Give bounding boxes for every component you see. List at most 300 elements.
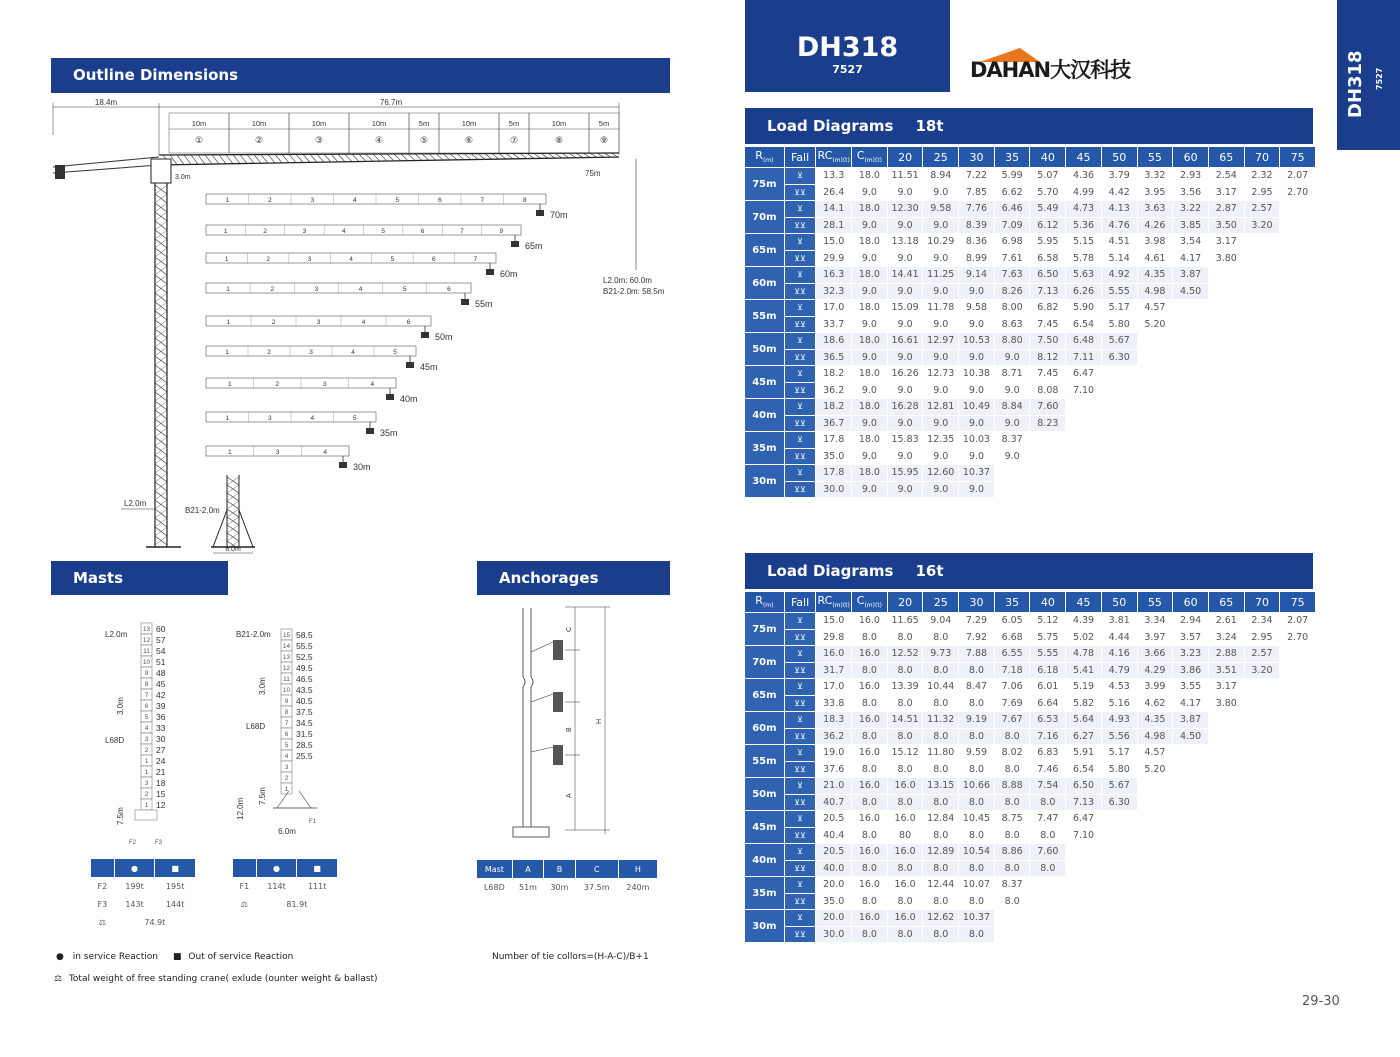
ld-cell: 6.48 xyxy=(1066,333,1101,349)
ld-cell: 6.18 xyxy=(1030,663,1065,679)
ld-cell xyxy=(1280,778,1315,794)
ld-cell xyxy=(1245,366,1280,382)
ld-cell: 5.82 xyxy=(1066,696,1101,712)
four-fall-icon: ⊻⊻ xyxy=(785,894,816,910)
ld-cell: 4.39 xyxy=(1066,613,1101,629)
mini-th xyxy=(91,859,114,877)
left-mast-column xyxy=(135,623,166,820)
ld-cell: 4.44 xyxy=(1102,630,1137,646)
config-seg: 5 xyxy=(381,228,385,235)
anch-th: B xyxy=(544,860,574,878)
ld-cell xyxy=(1173,762,1208,778)
ld-cell xyxy=(1280,663,1315,679)
ld-cell: 3.57 xyxy=(1173,630,1208,646)
ld-cell: 6.98 xyxy=(995,234,1030,250)
anch-label-a: A xyxy=(566,793,573,798)
right-base-1: 7.5m xyxy=(258,787,267,805)
ld-cell: 3.95 xyxy=(1138,185,1173,201)
ld-header: 55 xyxy=(1138,147,1173,167)
ld-cell: 5.49 xyxy=(1030,201,1065,217)
ld-cell: 2.95 xyxy=(1245,630,1280,646)
ld-cell: 16.0 xyxy=(852,778,887,794)
ld-cell: 6.47 xyxy=(1066,366,1101,382)
ld-header: 60 xyxy=(1173,147,1208,167)
ld-cell: 17.8 xyxy=(816,432,851,448)
ld-cell xyxy=(1102,910,1137,926)
dim-jib-total: 76.7m xyxy=(379,98,403,107)
right-mast-seg: 10 xyxy=(282,687,291,694)
weight-icon: ⚖ xyxy=(91,914,114,931)
left-mast-seg: 5 xyxy=(144,714,149,721)
ld-cell: 9.73 xyxy=(923,646,958,662)
config-length: 30m xyxy=(353,462,371,472)
ld-cell: 9.19 xyxy=(959,712,994,728)
ld-cell xyxy=(995,927,1030,943)
ld-cell xyxy=(1280,399,1315,415)
ld-cell xyxy=(1030,449,1065,465)
ld-header: 30 xyxy=(959,147,994,167)
ld-cell: 5.19 xyxy=(1066,679,1101,695)
in-service-label: in service Reaction xyxy=(72,952,158,962)
right-mast-seg: 5 xyxy=(284,742,289,749)
ld-cell xyxy=(1030,894,1065,910)
right-mast-label: B21-2.0m xyxy=(236,630,271,639)
ld-cell: 10.07 xyxy=(959,877,994,893)
ld-cell: 5.15 xyxy=(1066,234,1101,250)
ld-cell: 6.50 xyxy=(1066,778,1101,794)
ld-cell: 7.76 xyxy=(959,201,994,217)
right-mast-height: 58.5 xyxy=(296,630,313,640)
ld-cell: 8.0 xyxy=(1030,861,1065,877)
left-mast-seg: 13 xyxy=(142,626,151,633)
ld-cell xyxy=(1280,416,1315,432)
ld-cell: 8.36 xyxy=(959,234,994,250)
left-mast-seg: 4 xyxy=(144,725,149,732)
ld-radius: 60m xyxy=(745,712,784,744)
four-fall-icon: ⊻⊻ xyxy=(785,729,816,745)
ld-cell: 3.34 xyxy=(1138,613,1173,629)
ld-cell: 11.32 xyxy=(923,712,958,728)
right-mast-height: 52.5 xyxy=(296,652,313,662)
ld-cell xyxy=(1209,828,1244,844)
ld-cell: 16.0 xyxy=(852,712,887,728)
ld-cell: 9.14 xyxy=(959,267,994,283)
two-fall-icon: ⊻ xyxy=(785,778,816,794)
ld-cell: 7.50 xyxy=(1030,333,1065,349)
ld-cell: 31.7 xyxy=(816,663,851,679)
ld-cell: 4.29 xyxy=(1138,663,1173,679)
ld-cell: 10.66 xyxy=(959,778,994,794)
ld-cell: 8.23 xyxy=(1030,416,1065,432)
ld-cell: 6.30 xyxy=(1102,350,1137,366)
mast-top-label: 3.0m xyxy=(175,174,191,181)
left-mast-height: 60 xyxy=(156,624,166,634)
ld-cell: 15.0 xyxy=(816,234,851,250)
ld-cell: 4.36 xyxy=(1066,168,1101,184)
ld-cell: 9.0 xyxy=(852,218,887,234)
ld-cell: 2.95 xyxy=(1245,185,1280,201)
ld-cell: 14.41 xyxy=(888,267,923,283)
base-right-label: B21-2.0m xyxy=(185,506,220,515)
ld-cell xyxy=(1138,778,1173,794)
outline-banner-rule xyxy=(51,92,670,93)
ld-cell xyxy=(1102,383,1137,399)
ld-header: 65 xyxy=(1209,592,1244,612)
ld-cell xyxy=(1245,745,1280,761)
ld-cell: 9.0 xyxy=(852,350,887,366)
ld-cell: 20.5 xyxy=(816,844,851,860)
ld-cell: 17.0 xyxy=(816,300,851,316)
ld-cell: 8.0 xyxy=(959,729,994,745)
ld-cell: 3.17 xyxy=(1209,234,1244,250)
ld-cell: 3.20 xyxy=(1245,218,1280,234)
ld-cell xyxy=(1066,877,1101,893)
ld-cell: 5.20 xyxy=(1138,762,1173,778)
load-table-16t xyxy=(744,591,1316,943)
left-mast-height: 39 xyxy=(156,701,166,711)
ld-cell: 8.0 xyxy=(923,894,958,910)
four-fall-icon: ⊻⊻ xyxy=(785,762,816,778)
ld-cell: 8.0 xyxy=(888,927,923,943)
ld-cell xyxy=(1066,894,1101,910)
ld-radius: 45m xyxy=(745,811,784,843)
ld-header-unit: (m) xyxy=(762,157,774,165)
ld-cell xyxy=(1138,910,1173,926)
ld-cell: 5.75 xyxy=(1030,630,1065,646)
ld-cell xyxy=(1138,366,1173,382)
ld-cell: 12.89 xyxy=(923,844,958,860)
ld-cell xyxy=(1280,729,1315,745)
load-16t-cap: 16t xyxy=(915,562,944,580)
config-seg: 6 xyxy=(406,319,411,326)
ld-header: 70 xyxy=(1245,592,1280,612)
right-mast-height: 28.5 xyxy=(296,740,313,750)
ld-cell: 6.12 xyxy=(1030,218,1065,234)
ld-cell xyxy=(1280,432,1315,448)
config-length: 55m xyxy=(475,299,493,309)
ld-cell xyxy=(1245,251,1280,267)
ld-cell: 18.0 xyxy=(852,300,887,316)
jib-seg-number: ⑧ xyxy=(554,136,564,146)
ld-cell xyxy=(1280,828,1315,844)
right-mast-column xyxy=(281,629,313,794)
ld-cell xyxy=(1102,844,1137,860)
ld-cell: 8.0 xyxy=(959,795,994,811)
ld-cell: 9.0 xyxy=(923,218,958,234)
ld-header: 55 xyxy=(1138,592,1173,612)
ld-cell: 6.01 xyxy=(1030,679,1065,695)
mini-td: 114t xyxy=(257,878,297,895)
ld-cell: 9.0 xyxy=(852,317,887,333)
left-mast-seg: 12 xyxy=(142,637,151,644)
ld-cell: 9.0 xyxy=(888,317,923,333)
logo-text: DAHAN大汉科技 xyxy=(970,58,1131,82)
ld-cell xyxy=(1280,910,1315,926)
ld-cell: 36.7 xyxy=(816,416,851,432)
ld-cell: 8.0 xyxy=(1030,795,1065,811)
ld-cell: 16.0 xyxy=(852,844,887,860)
ld-cell xyxy=(1173,350,1208,366)
ld-cell: 40.0 xyxy=(816,861,851,877)
ld-cell: 7.22 xyxy=(959,168,994,184)
ld-cell xyxy=(1173,778,1208,794)
ld-cell: 3.17 xyxy=(1209,679,1244,695)
ld-cell: 4.35 xyxy=(1138,712,1173,728)
ld-cell: 18.2 xyxy=(816,399,851,415)
ld-cell: 9.0 xyxy=(923,350,958,366)
ld-cell xyxy=(1102,366,1137,382)
ld-cell: 20.0 xyxy=(816,877,851,893)
ld-cell xyxy=(1138,844,1173,860)
ld-cell xyxy=(1245,399,1280,415)
two-fall-icon: ⊻ xyxy=(785,168,816,184)
ld-cell xyxy=(1209,383,1244,399)
ld-cell xyxy=(1066,927,1101,943)
ld-radius: 40m xyxy=(745,399,784,431)
config-seg: 4 xyxy=(310,415,315,422)
left-mast-seg: 7 xyxy=(144,692,149,699)
ld-cell: 8.47 xyxy=(959,679,994,695)
ld-cell: 9.0 xyxy=(923,416,958,432)
ld-cell: 5.64 xyxy=(1066,712,1101,728)
ld-cell: 8.0 xyxy=(888,729,923,745)
ld-radius: 45m xyxy=(745,366,784,398)
ld-cell: 16.0 xyxy=(852,811,887,827)
ld-cell xyxy=(1173,333,1208,349)
ld-cell xyxy=(1280,795,1315,811)
config-seg: 1 xyxy=(225,415,230,422)
four-fall-icon: ⊻⊻ xyxy=(785,350,816,366)
ld-cell: 11.65 xyxy=(888,613,923,629)
ld-radius: 35m xyxy=(745,877,784,909)
config-seg: 1 xyxy=(225,349,229,356)
ld-cell xyxy=(1173,745,1208,761)
ld-cell xyxy=(1173,416,1208,432)
mini-th: ■ xyxy=(155,859,195,877)
config-seg: 3 xyxy=(322,381,327,388)
config-length: 50m xyxy=(435,332,453,342)
ld-cell: 8.0 xyxy=(923,696,958,712)
ld-cell: 2.07 xyxy=(1280,613,1315,629)
ld-cell xyxy=(1173,795,1208,811)
ld-cell: 7.18 xyxy=(995,663,1030,679)
ld-cell xyxy=(1066,910,1101,926)
ld-cell: 16.0 xyxy=(852,613,887,629)
right-mast-seg: 12 xyxy=(282,665,291,672)
ld-cell: 9.0 xyxy=(852,482,887,498)
left-mast-height: 15 xyxy=(156,789,166,799)
ld-cell xyxy=(1280,927,1315,943)
ld-cell xyxy=(1066,399,1101,415)
ld-cell: 7.85 xyxy=(959,185,994,201)
jib-seg-number: ⑨ xyxy=(599,136,609,146)
ld-cell: 13.15 xyxy=(923,778,958,794)
ld-header: 35 xyxy=(995,592,1030,612)
two-fall-icon: ⊻ xyxy=(785,811,816,827)
right-mast-seg: 1 xyxy=(284,786,289,793)
config-seg: 2 xyxy=(266,256,270,263)
four-fall-icon: ⊻⊻ xyxy=(785,795,816,811)
load-16t-title: Load Diagrams xyxy=(767,562,894,580)
ld-cell: 5.07 xyxy=(1030,168,1065,184)
ld-cell: 9.0 xyxy=(888,218,923,234)
ld-cell: 12.84 xyxy=(923,811,958,827)
ld-cell: 8.0 xyxy=(852,762,887,778)
right-mast-seg: 11 xyxy=(283,676,290,683)
four-fall-icon: ⊻⊻ xyxy=(785,449,816,465)
ld-cell: 5.14 xyxy=(1102,251,1137,267)
anch-td: 37.5m xyxy=(576,879,618,896)
ld-cell xyxy=(1138,416,1173,432)
left-mast-seg: 9 xyxy=(144,670,149,677)
ld-cell xyxy=(1209,712,1244,728)
ld-cell: 16.0 xyxy=(888,844,923,860)
ld-cell: 15.09 xyxy=(888,300,923,316)
ld-cell: 16.0 xyxy=(888,811,923,827)
config-seg: 3 xyxy=(302,228,307,235)
ld-cell: 12.30 xyxy=(888,201,923,217)
ld-cell xyxy=(1173,927,1208,943)
four-fall-icon: ⊻⊻ xyxy=(785,482,816,498)
ld-cell: 5.55 xyxy=(1030,646,1065,662)
right-force-f1: F1 xyxy=(309,819,317,825)
ld-cell: 10.03 xyxy=(959,432,994,448)
right-mast-height: 43.5 xyxy=(296,685,313,695)
ld-cell: 2.07 xyxy=(1280,168,1315,184)
masts-banner xyxy=(51,561,228,595)
model-name: DH318 xyxy=(796,32,899,63)
ld-cell xyxy=(1102,432,1137,448)
left-mast-type: L68D xyxy=(105,736,125,745)
left-mast-seg: 3 xyxy=(144,780,149,787)
ld-cell: 4.16 xyxy=(1102,646,1137,662)
two-fall-icon: ⊻ xyxy=(785,910,816,926)
ld-cell: 8.0 xyxy=(888,894,923,910)
ld-cell: 7.54 xyxy=(1030,778,1065,794)
ld-header: Fall xyxy=(785,147,816,167)
four-fall-icon: ⊻⊻ xyxy=(785,383,816,399)
ld-cell xyxy=(1173,317,1208,333)
ld-cell: 7.69 xyxy=(995,696,1030,712)
ld-cell xyxy=(1138,465,1173,481)
ld-header: $R_{(m)}$ xyxy=(745,147,784,167)
ld-cell: 7.61 xyxy=(995,251,1030,267)
ld-cell: 21.0 xyxy=(816,778,851,794)
ld-cell: 9.0 xyxy=(923,317,958,333)
ld-cell xyxy=(1209,844,1244,860)
anchorages-title: Anchorages xyxy=(499,569,599,587)
ld-cell: 3.54 xyxy=(1173,234,1208,250)
ld-cell xyxy=(1209,745,1244,761)
right-mast-height: 46.5 xyxy=(296,674,313,684)
ld-cell xyxy=(1102,465,1137,481)
mini-th: ■ xyxy=(297,859,337,877)
ld-cell: 33.8 xyxy=(816,696,851,712)
ld-cell: 7.10 xyxy=(1066,828,1101,844)
config-seg: 3 xyxy=(267,415,272,422)
ld-header: 20 xyxy=(888,147,923,167)
ld-cell: 12.81 xyxy=(923,399,958,415)
ld-cell xyxy=(1102,894,1137,910)
ld-cell xyxy=(1280,350,1315,366)
ld-cell: 3.79 xyxy=(1102,168,1137,184)
ld-cell: 8.0 xyxy=(959,696,994,712)
ld-radius: 55m xyxy=(745,300,784,332)
right-mast-seg: 14 xyxy=(282,643,291,650)
ld-cell: 11.25 xyxy=(923,267,958,283)
config-length: 40m xyxy=(400,394,418,404)
ld-cell: 10.37 xyxy=(959,465,994,481)
ld-cell: 12.73 xyxy=(923,366,958,382)
ld-cell: 9.0 xyxy=(923,482,958,498)
ld-cell: 16.0 xyxy=(852,679,887,695)
ld-cell: 18.0 xyxy=(852,366,887,382)
ld-cell: 2.57 xyxy=(1245,646,1280,662)
ld-cell: 30.0 xyxy=(816,482,851,498)
left-mast-seg: 1 xyxy=(144,769,149,776)
ld-cell xyxy=(1245,267,1280,283)
ld-header: 50 xyxy=(1102,592,1137,612)
ld-cell: 9.0 xyxy=(995,449,1030,465)
ld-cell: 26.4 xyxy=(816,185,851,201)
left-mast-seg: 8 xyxy=(144,681,149,688)
left-mast-height: 42 xyxy=(156,690,166,700)
ld-cell: 6.50 xyxy=(1030,267,1065,283)
ld-cell xyxy=(1030,432,1065,448)
mini-td: 199t xyxy=(115,878,155,895)
ld-cell: 7.45 xyxy=(1030,366,1065,382)
ld-cell: 2.57 xyxy=(1245,201,1280,217)
ld-cell: 10.54 xyxy=(959,844,994,860)
ld-cell: 8.00 xyxy=(995,300,1030,316)
four-fall-icon: ⊻⊻ xyxy=(785,284,816,300)
ld-cell xyxy=(1102,861,1137,877)
ld-cell: 16.0 xyxy=(852,745,887,761)
ld-cell: 5.12 xyxy=(1030,613,1065,629)
ld-cell: 12.35 xyxy=(923,432,958,448)
ld-cell: 4.78 xyxy=(1066,646,1101,662)
ld-cell: 8.86 xyxy=(995,844,1030,860)
config-seg: 3 xyxy=(307,256,312,263)
ld-cell: 7.13 xyxy=(1030,284,1065,300)
crane-outline-drawing xyxy=(51,95,671,555)
ld-cell: 5.91 xyxy=(1066,745,1101,761)
config-seg: 2 xyxy=(275,381,280,388)
masts-drawing xyxy=(51,615,381,850)
config-seg: 4 xyxy=(342,228,346,235)
ld-cell: 6.53 xyxy=(1030,712,1065,728)
config-seg: 4 xyxy=(352,197,357,204)
side-tab xyxy=(1337,0,1400,150)
ld-cell: 15.12 xyxy=(888,745,923,761)
ld-cell xyxy=(1209,432,1244,448)
config-seg: 6 xyxy=(437,197,442,204)
ld-cell xyxy=(1138,861,1173,877)
ld-cell: 9.0 xyxy=(923,251,958,267)
ld-cell: 9.0 xyxy=(852,284,887,300)
ld-cell: 3.50 xyxy=(1209,218,1244,234)
jib-seg-length: 5m xyxy=(508,119,520,128)
ld-radius: 40m xyxy=(745,844,784,876)
ld-cell xyxy=(1245,712,1280,728)
ld-cell xyxy=(1280,300,1315,316)
ld-cell xyxy=(1138,449,1173,465)
ld-cell: 5.56 xyxy=(1102,729,1137,745)
ld-cell: 2.70 xyxy=(1280,630,1315,646)
ld-cell: 4.51 xyxy=(1102,234,1137,250)
ld-cell: 15.95 xyxy=(888,465,923,481)
ld-cell xyxy=(1173,910,1208,926)
